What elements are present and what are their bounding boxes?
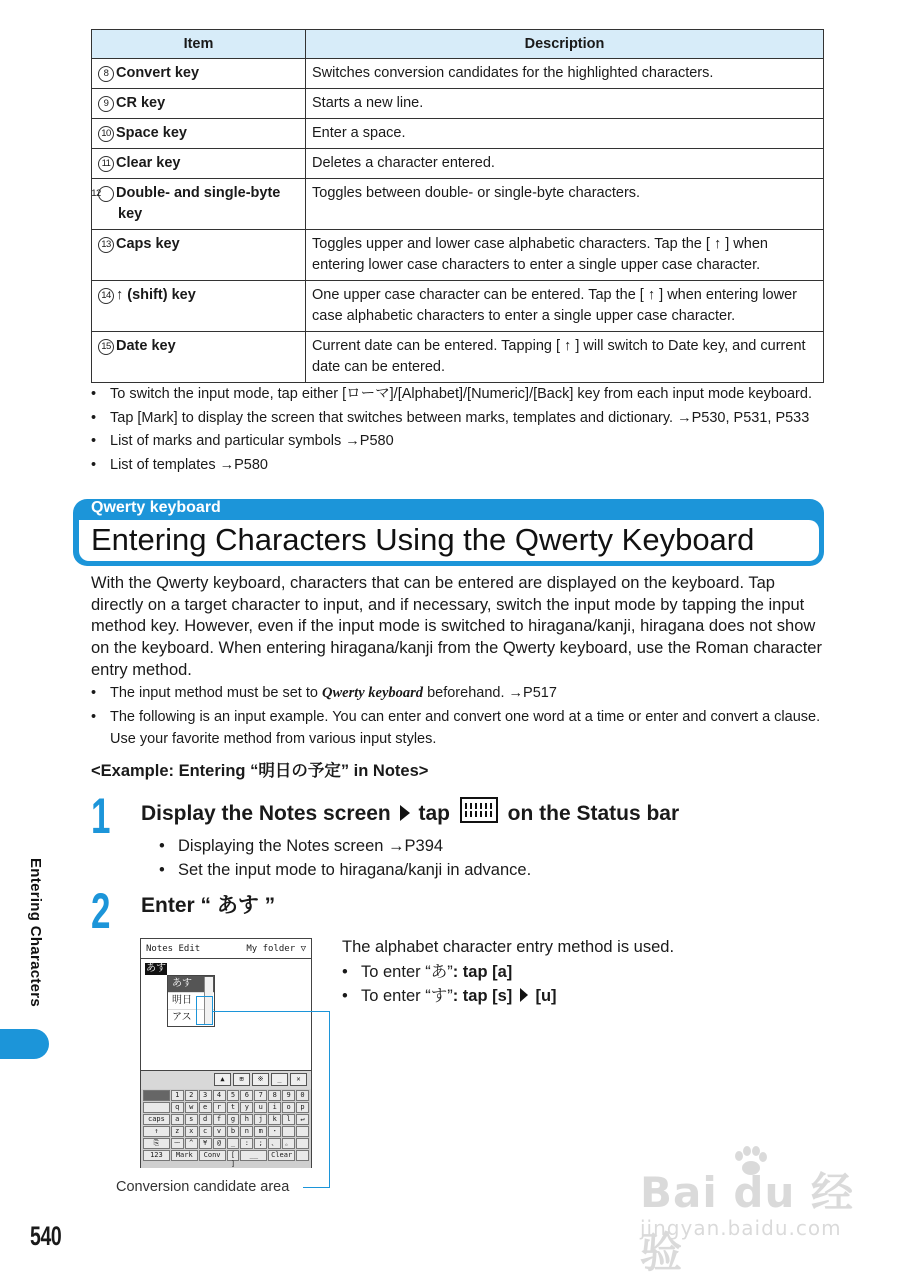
step-number: 2 [91, 883, 111, 939]
key: 8 [268, 1090, 281, 1101]
step-title: Enter “ あす ” [141, 894, 276, 917]
key: f [213, 1114, 226, 1125]
item-label: Date key [116, 338, 176, 354]
description-cell: Starts a new line. [306, 89, 824, 119]
bullet-text: To enter “あ” [361, 963, 453, 981]
notes-list [91, 383, 831, 477]
item-cell [92, 281, 306, 332]
key: m [254, 1126, 267, 1137]
key: 9 [282, 1090, 295, 1101]
watermark [640, 1140, 855, 1277]
mark-key: Mark [171, 1150, 198, 1161]
key [282, 1126, 295, 1137]
key: 6 [240, 1090, 253, 1101]
key: l [282, 1114, 295, 1125]
key: i [268, 1102, 281, 1113]
bullet-item: • Displaying the Notes screen →P394 [159, 834, 839, 858]
key: 。 [282, 1138, 295, 1149]
cr-key: ↵ [296, 1114, 309, 1125]
key: t [227, 1102, 240, 1113]
table-row [92, 332, 824, 383]
key [143, 1102, 170, 1113]
convert-key: Conv [199, 1150, 226, 1161]
step-number: 1 [91, 788, 111, 844]
item-cell [92, 149, 306, 179]
key: w [185, 1102, 198, 1113]
bullet-item [342, 984, 822, 1008]
key: ¥ [199, 1138, 212, 1149]
description-cell: Deletes a character entered. [306, 149, 824, 179]
clear-key: Clear [268, 1150, 295, 1161]
key: r [213, 1102, 226, 1113]
key: ^ [185, 1138, 198, 1149]
intro-paragraph: With the Qwerty keyboard, characters that can be entered are displayed on the keyboard. Tap directly on a target character to input, and if necessary, switch the input mode by tapping the input method key. However, even if the input mode is switched to hiragana/kanji, hiragana does not show on the keyboard. When entering hiragana/kanji from the Qwerty keyboard, use the Roman character entry method. [91, 574, 822, 679]
note-text: beforehand. →P517 [423, 685, 557, 701]
circled-number: 13 [98, 237, 114, 253]
item-cell [92, 119, 306, 149]
key: ・ [268, 1126, 281, 1137]
callout-line [212, 1011, 330, 1012]
step2-description [342, 936, 822, 1008]
candidate-item: あす [168, 976, 214, 993]
bullet-item [342, 960, 822, 984]
key: 0 [296, 1090, 309, 1101]
bullet-bold: : tap [s] [452, 987, 513, 1005]
circled-number: 8 [98, 66, 114, 82]
phone-status-bar [141, 939, 311, 959]
bullet-bold: [u] [535, 987, 557, 1005]
table-header-row [92, 30, 824, 59]
watermark-url: jingyan.baidu.com [640, 1216, 842, 1240]
tool-key: ✕ [290, 1073, 307, 1086]
callout-label: Conversion candidate area [116, 1179, 290, 1195]
note-item: • List of marks and particular symbols →P580 [91, 430, 831, 454]
tool-key: ※ [252, 1073, 269, 1086]
key: 3 [199, 1090, 212, 1101]
table-row [92, 59, 824, 89]
keyboard-toolbar [141, 1071, 311, 1089]
circled-number: 10 [98, 126, 114, 142]
key: 5 [227, 1090, 240, 1101]
key: d [199, 1114, 212, 1125]
table-row [92, 119, 824, 149]
key: e [199, 1102, 212, 1113]
key: h [240, 1114, 253, 1125]
qwerty-keyboard [141, 1070, 311, 1168]
tool-key: _ [271, 1073, 288, 1086]
key: k [268, 1114, 281, 1125]
item-cell [92, 59, 306, 89]
key: _ [227, 1138, 240, 1149]
candidate-item: アス [172, 1012, 192, 1023]
intro-notes [91, 682, 831, 752]
byte-key: [ ] [227, 1150, 240, 1161]
caps-key: caps [143, 1114, 170, 1125]
item-label: Clear key [116, 155, 181, 171]
step-bullets [159, 834, 839, 882]
item-label: Double- and single-byte key [116, 185, 281, 222]
key: 1 [171, 1090, 184, 1101]
callout-line [329, 1011, 330, 1188]
chapter-title: Entering Characters [27, 858, 44, 1008]
key [296, 1138, 309, 1149]
chapter-tab-label [27, 858, 47, 1028]
key: y [240, 1102, 253, 1113]
table-row [92, 89, 824, 119]
callout-highlight [196, 996, 213, 1025]
section-label: Qwerty keyboard [91, 499, 221, 516]
circled-number: 11 [98, 156, 114, 172]
key [296, 1150, 309, 1161]
input-text: あす [146, 963, 166, 974]
description-cell: One upper case character can be entered. Tap the [ ↑ ] when entering lower case alphabetic characters to enter a single upper case character. [306, 281, 824, 332]
bullet-item: • Set the input mode to hiragana/kanji in advance. [159, 858, 839, 882]
circled-number: 12 [98, 186, 114, 202]
table-row [92, 179, 824, 230]
setting-name: Qwerty keyboard [321, 685, 424, 701]
page-number: 540 [30, 1221, 62, 1251]
item-label: CR key [116, 95, 166, 111]
phone-screenshot [140, 938, 312, 1168]
tool-key: ⊞ [233, 1073, 250, 1086]
header-item: Item [92, 30, 306, 59]
description-cell: Switches conversion candidates for the highlighted characters. [306, 59, 824, 89]
section-title: Entering Characters Using the Qwerty Keyboard [91, 522, 755, 557]
key: @ [213, 1138, 226, 1149]
phone-folder: My folder ▽ [246, 943, 306, 954]
circled-number: 14 [98, 288, 114, 304]
key: ー [171, 1138, 184, 1149]
key: n [240, 1126, 253, 1137]
key: c [199, 1126, 212, 1137]
key: s [185, 1114, 198, 1125]
key: x [185, 1126, 198, 1137]
key: 4 [213, 1090, 226, 1101]
key [296, 1126, 309, 1137]
description-cell: Enter a space. [306, 119, 824, 149]
key: 2 [185, 1090, 198, 1101]
key-description-table [91, 29, 824, 383]
bullet-text: To enter “す” [361, 987, 453, 1005]
phone-menu: Notes Edit [146, 943, 201, 954]
step2-desc: The alphabet character entry method is used. [342, 938, 675, 956]
arrow-right-icon [520, 988, 528, 1002]
example-heading: <Example: Entering “明日の予定” in Notes> [91, 762, 429, 780]
circled-number: 15 [98, 339, 114, 355]
item-cell [92, 230, 306, 281]
item-cell [92, 332, 306, 383]
table-row [92, 230, 824, 281]
chapter-tab [0, 1029, 49, 1059]
note-item: • To switch the input mode, tap either [ローマ]/[Alphabet]/[Numeric]/[Back] key from each input mode keyboard. [91, 383, 831, 407]
description-cell: Current date can be entered. Tapping [ ↑ ] will switch to Date key, and current date can be entered. [306, 332, 824, 383]
callout-line [303, 1187, 330, 1188]
key: p [296, 1102, 309, 1113]
watermark-text: Bai du 经验 [640, 1168, 854, 1277]
date-key: ⎘ [143, 1138, 170, 1149]
item-label: Convert key [116, 65, 200, 81]
phone-notes-body [141, 959, 311, 1071]
step-text: tap [418, 802, 450, 825]
item-cell [92, 89, 306, 119]
key: b [227, 1126, 240, 1137]
table-row [92, 149, 824, 179]
key: g [227, 1114, 240, 1125]
step-text: Display the Notes screen [141, 802, 391, 825]
key: o [282, 1102, 295, 1113]
tool-key: ▲ [214, 1073, 231, 1086]
key: j [254, 1114, 267, 1125]
candidate-item: 明日 [168, 993, 214, 1010]
step-text: on the Status bar [507, 802, 680, 825]
note-item: • The following is an input example. You can enter and convert one word at a time or enter and convert a clause. Use your favorite method from various input styles. [91, 706, 831, 750]
key: a [171, 1114, 184, 1125]
key: 、 [268, 1138, 281, 1149]
step-title [141, 797, 679, 828]
table-row [92, 281, 824, 332]
circled-number: 9 [98, 96, 114, 112]
item-label: Caps key [116, 236, 180, 252]
key: u [254, 1102, 267, 1113]
item-cell [92, 179, 306, 230]
key [143, 1090, 170, 1101]
key: 7 [254, 1090, 267, 1101]
folder-label: My folder [246, 943, 296, 954]
shift-key: ↑ [143, 1126, 170, 1137]
keyboard-icon [460, 797, 498, 823]
key-grid [141, 1089, 311, 1168]
note-item [91, 682, 831, 704]
key: ; [254, 1138, 267, 1149]
key: v [213, 1126, 226, 1137]
description-cell: Toggles upper and lower case alphabetic characters. Tap the [ ↑ ] when entering lower case characters to enter a single upper case character. [306, 230, 824, 281]
note-item: • Tap [Mark] to display the screen that switches between marks, templates and dictionary. →P530, P531, P533 [91, 407, 831, 431]
bullet-bold: : tap [a] [452, 963, 513, 981]
description-cell: Toggles between double- or single-byte characters. [306, 179, 824, 230]
item-label: ↑ (shift) key [116, 287, 196, 303]
key: z [171, 1126, 184, 1137]
key: : [240, 1138, 253, 1149]
header-description: Description [306, 30, 824, 59]
arrow-right-icon [400, 805, 410, 821]
note-text: The input method must be set to [110, 685, 322, 701]
key: q [171, 1102, 184, 1113]
numeric-key: 123 [143, 1150, 170, 1161]
space-key: __ [240, 1150, 267, 1161]
step2-bullets [342, 960, 822, 1008]
note-item: • List of templates →P580 [91, 454, 831, 478]
item-label: Space key [116, 125, 187, 141]
